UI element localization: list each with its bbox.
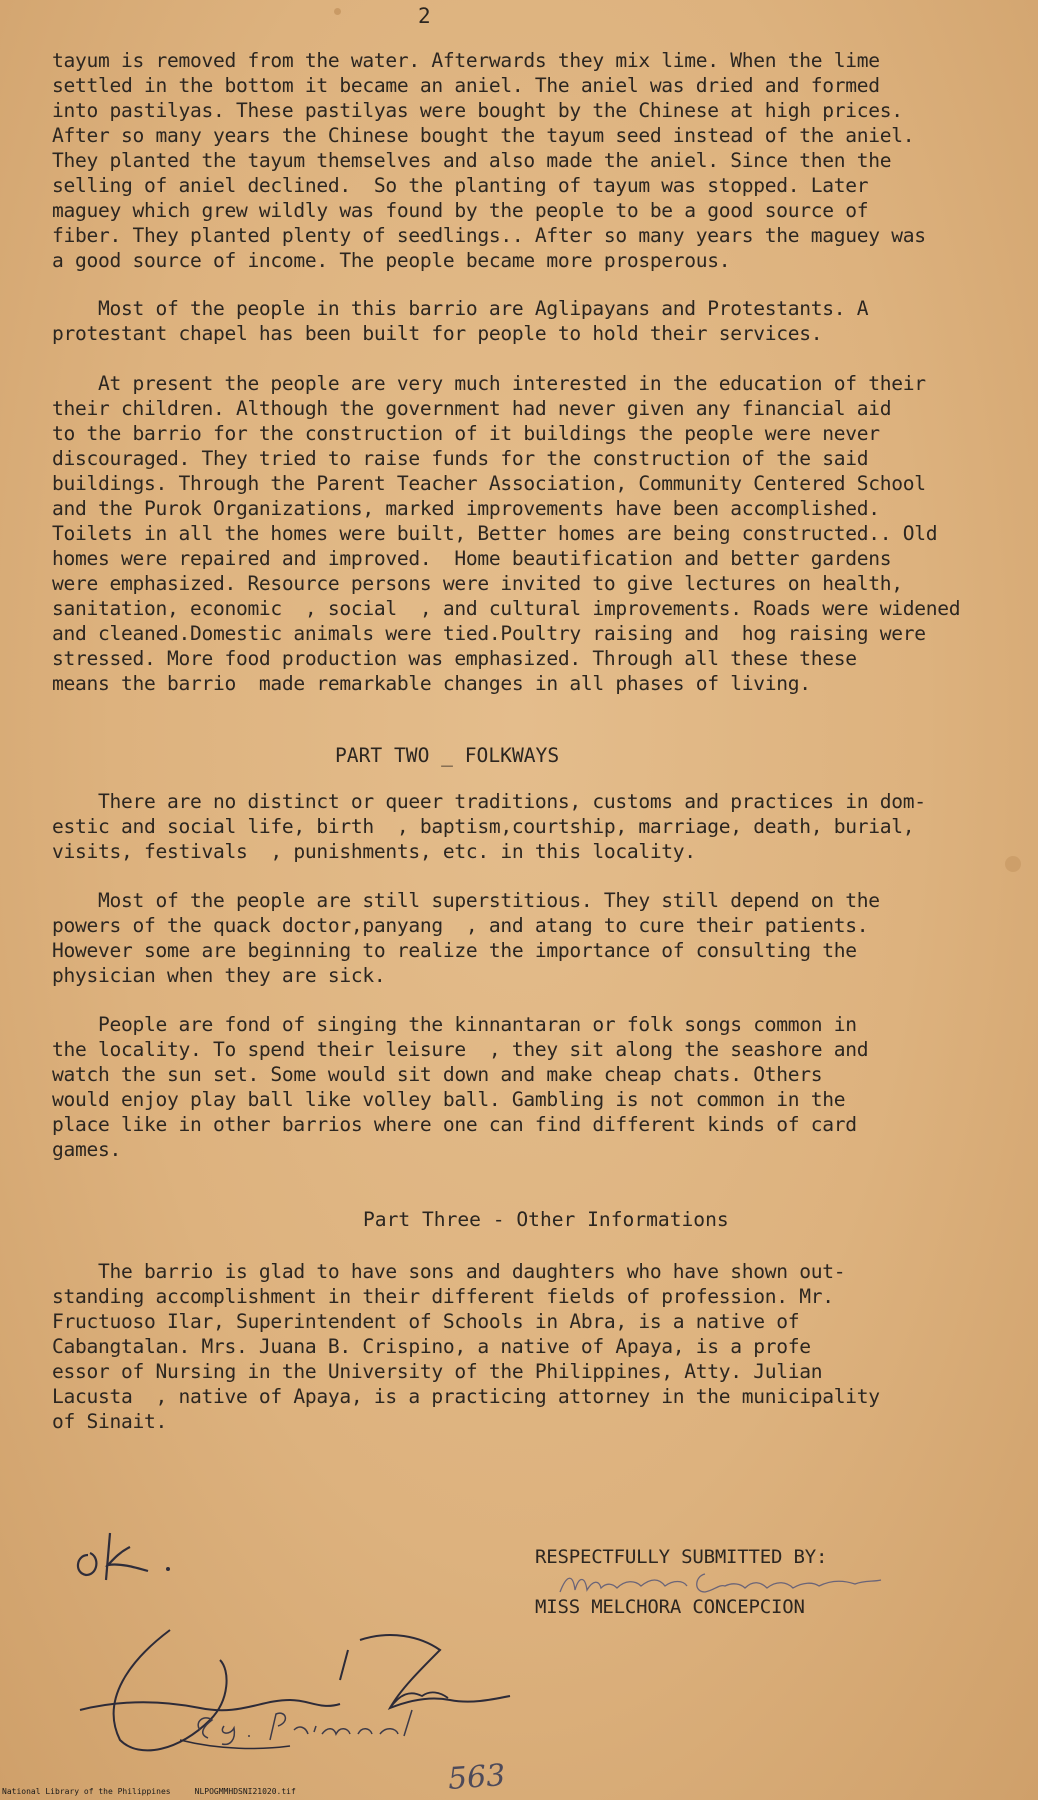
ok-mark xyxy=(70,1525,180,1595)
text-line: Fructuoso Ilar, Superintendent of Schools in Abra, is a native of xyxy=(52,1310,800,1333)
text-line: buildings. Through the Parent Teacher Association, Community Centered School xyxy=(52,472,926,495)
submitted-by-label: RESPECTFULLY SUBMITTED BY: xyxy=(535,1546,828,1568)
text-line: would enjoy play ball like volley ball. Gambling is not common in the xyxy=(52,1088,846,1111)
paragraph-7 xyxy=(52,1259,1012,1434)
text-line: physician when they are sick. xyxy=(52,964,386,987)
text-line: stressed. More food production was emphasized. Through all these these xyxy=(52,647,857,670)
text-line: discouraged. They tried to raise funds for the construction of the said xyxy=(52,447,869,470)
text-line: standing accomplishment in their different fields of profession. Mr. xyxy=(52,1285,834,1308)
text-line: watch the sun set. Some would sit down and make cheap chats. Others xyxy=(52,1063,823,1086)
text-line: games. xyxy=(52,1138,121,1161)
stamped-number: 563 xyxy=(446,1758,507,1797)
text-line: of Sinait. xyxy=(52,1410,167,1433)
text-line: There are no distinct or queer traditions, customs and practices in dom- xyxy=(52,790,926,813)
text-line: settled in the bottom it became an aniel. The aniel was dried and formed xyxy=(52,74,880,97)
text-line: powers of the quack doctor,panyang , and atang to cure their patients. xyxy=(52,914,869,937)
text-line: maguey which grew wildly was found by the people to be a good source of xyxy=(52,199,869,222)
handwritten-signature-concepcion xyxy=(555,1566,885,1600)
text-line: protestant chapel has been built for people to hold their services. xyxy=(52,322,823,345)
text-line: into pastilyas. These pastilyas were bought by the Chinese at high prices. xyxy=(52,99,903,122)
paragraph-3 xyxy=(52,371,1012,696)
text-line: Cabangtalan. Mrs. Juana B. Crispino, a native of Apaya, is a profe xyxy=(52,1335,811,1358)
text-line: selling of aniel declined. So the planting of tayum was stopped. Later xyxy=(52,174,869,197)
text-line: place like in other barrios where one can find different kinds of card xyxy=(52,1113,857,1136)
paper-spot xyxy=(334,8,341,15)
paragraph-5 xyxy=(52,888,1012,988)
text-line: to the barrio for the construction of it buildings the people were never xyxy=(52,422,880,445)
principal-note-handwriting xyxy=(190,1700,450,1750)
text-line: fiber. They planted plenty of seedlings.. After so many years the maguey was xyxy=(52,224,926,247)
paragraph-1 xyxy=(52,48,1012,273)
part-three-heading: Part Three - Other Informations xyxy=(363,1208,729,1231)
paragraph-4 xyxy=(52,789,1012,864)
text-line: estic and social life, birth , baptism,courtship, marriage, death, burial, xyxy=(52,815,915,838)
text-line: Lacusta , native of Apaya, is a practicing attorney in the municipality xyxy=(52,1385,880,1408)
paragraph-2 xyxy=(52,296,1012,346)
text-line: were emphasized. Resource persons were invited to give lectures on health, xyxy=(52,572,903,595)
text-line: At present the people are very much interested in the education of their xyxy=(52,372,926,395)
text-line: their children. Although the government had never given any financial aid xyxy=(52,397,892,420)
page-number: 2 xyxy=(418,4,431,28)
text-line: visits, festivals , punishments, etc. in this locality. xyxy=(52,840,696,863)
paragraph-6 xyxy=(52,1012,1012,1162)
text-line: a good source of income. The people became more prosperous. xyxy=(52,249,731,272)
text-line: Most of the people in this barrio are Aglipayans and Protestants. A xyxy=(52,297,869,320)
submitter-name: MISS MELCHORA CONCEPCION xyxy=(535,1596,805,1618)
text-line: the locality. To spend their leisure , they sit along the seashore and xyxy=(52,1038,869,1061)
part-two-heading: PART TWO _ FOLKWAYS xyxy=(335,744,560,767)
text-line: After so many years the Chinese bought the tayum seed instead of the aniel. xyxy=(52,124,915,147)
text-line: Toilets in all the homes were built, Better homes are being constructed.. Old xyxy=(52,522,938,545)
text-line: and the Purok Organizations, marked improvements have been accomplished. xyxy=(52,497,880,520)
principal-signature xyxy=(60,1600,540,1780)
text-line: means the barrio made remarkable changes in all phases of living. xyxy=(52,672,811,695)
text-line: However some are beginning to realize the importance of consulting the xyxy=(52,939,857,962)
text-line: essor of Nursing in the University of the Philippines, Atty. Julian xyxy=(52,1360,823,1383)
footer-caption: National Library of the Philippines NLPOGMMHDSNI21020.tif xyxy=(2,1787,296,1796)
text-line: Most of the people are still superstitious. They still depend on the xyxy=(52,889,880,912)
text-line: sanitation, economic , social , and cultural improvements. Roads were widened xyxy=(52,597,961,620)
text-line: The barrio is glad to have sons and daughters who have shown out- xyxy=(52,1260,846,1283)
text-line: and cleaned.Domestic animals were tied.Poultry raising and hog raising were xyxy=(52,622,926,645)
text-line: tayum is removed from the water. Afterwards they mix lime. When the lime xyxy=(52,49,880,72)
text-line: homes were repaired and improved. Home beautification and better gardens xyxy=(52,547,892,570)
text-line: They planted the tayum themselves and also made the aniel. Since then the xyxy=(52,149,892,172)
text-line: People are fond of singing the kinnantaran or folk songs common in xyxy=(52,1013,857,1036)
